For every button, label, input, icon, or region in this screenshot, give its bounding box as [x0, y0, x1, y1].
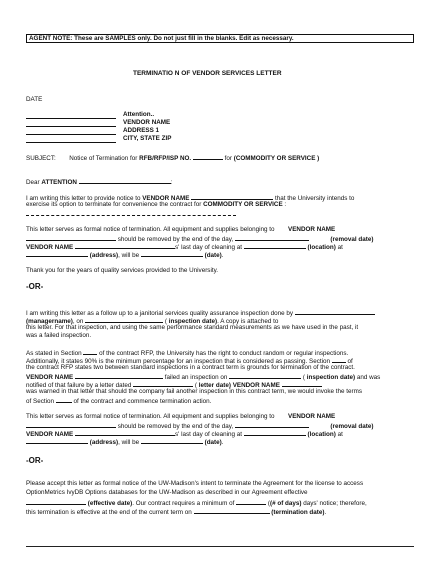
para4-vendor: VENDOR NAME — [26, 374, 74, 381]
para4-line5: notified of that failure by a letter dated ( letter date) VENDOR NAME — [26, 380, 322, 390]
para4-line6: was warned in that letter that should the company fail another inspection in this contract term, we would invoke the terms — [26, 388, 363, 395]
para1-blank-line — [26, 215, 236, 216]
para5-text-2: should be removed by the end of the day, — [117, 423, 234, 430]
para4-blank-2 — [332, 356, 346, 363]
para6-blank-3 — [194, 507, 270, 514]
para5-vendor-2: VENDOR NAME — [26, 431, 74, 438]
para2-line4: (address), will be (date). — [26, 250, 224, 260]
para2-blank-5 — [26, 250, 88, 257]
para1-text-d: : — [284, 201, 287, 208]
salutation-attention: ATTENTION — [41, 179, 77, 186]
para2-blank-3 — [75, 242, 175, 249]
para5-blank-6 — [141, 437, 203, 444]
para1-text-a: I am writing this letter to provide notice to — [26, 195, 141, 202]
subject-text: Notice of Termination for — [69, 155, 138, 162]
para6-blank-1 — [26, 498, 86, 505]
para4-blank-3 — [75, 372, 163, 379]
para4-vendor-2: VENDOR NAME — [232, 382, 280, 389]
salutation — [26, 177, 172, 187]
para3-on: , on — [72, 318, 84, 325]
para1-vendor: VENDOR NAME — [142, 195, 190, 202]
salutation-colon: : — [170, 179, 173, 186]
para6-text-4: this termination is effective at the end of the current term on — [26, 509, 192, 516]
para4-text-1b: of the contract RFP, the University has the right to conduct random or regular inspections. — [99, 350, 349, 357]
para4-blank-4 — [229, 372, 301, 379]
para4-inspection-date: inspection date) — [306, 374, 356, 381]
subject-line — [26, 153, 319, 163]
para4-text-2: Additionally, it states 90% is the minimum percentage for an inspection that is considered as passing. Section — [26, 358, 331, 365]
para2-text-2: should be removed by the end of the day, — [117, 236, 234, 243]
para4-line7 — [26, 396, 211, 406]
para4-blank-6 — [282, 380, 322, 387]
address-line-2 — [26, 126, 116, 127]
address-line: ADDRESS 1 — [123, 127, 160, 134]
para5-blank-2 — [235, 421, 309, 428]
salutation-dear: Dear — [26, 179, 40, 186]
para5-text-4: , will be — [118, 439, 140, 446]
bottom-rule — [26, 546, 414, 547]
para4-text-4: failed an inspection on — [164, 374, 228, 381]
subject-ref-blank — [193, 153, 223, 160]
para3-text-2: . A copy is attached to — [217, 318, 279, 325]
para4-text-2b: of — [347, 358, 353, 365]
para2-removal-date: (removal date) — [330, 236, 374, 243]
para2-vendor-2: VENDOR NAME — [26, 244, 74, 251]
thanks-text: Thank you for the years of quality services provided to the University. — [26, 267, 219, 274]
para2-blank-2 — [235, 234, 309, 241]
para1-text-c: exercise its option to terminate for convenience the contract for — [26, 201, 202, 208]
letter-title: TERMINATIO N OF VENDOR SERVICES LETTER — [133, 70, 282, 77]
para1-commodity: COMMODITY OR SERVICE — [203, 201, 283, 208]
para6-effective-date: (effective date) — [87, 500, 133, 507]
para3-inspection-date: inspection date) — [168, 318, 218, 325]
para5-blank-5 — [26, 437, 88, 444]
para2-text-4: , will be — [118, 252, 140, 259]
agent-note-box — [26, 34, 414, 43]
para6-text-3: . Our contract requires a minimum of — [132, 500, 235, 507]
para1-text-b: that the University intends to — [274, 195, 355, 202]
para4-text-4b: and was — [356, 374, 381, 381]
para5-text-1: This letter serves as formal notice of termination. All equipment and supplies belonging to — [26, 413, 275, 420]
or-divider-1: -OR- — [26, 282, 44, 291]
para6-line2: OptionMetrics IvyDB Options databases for the UW-Madison as described in our Agreement effective — [26, 489, 308, 496]
para4-blank-5 — [133, 380, 193, 387]
subject-ref: RFB/RFP/ISP NO. — [139, 155, 192, 162]
para2-blank-6 — [141, 250, 203, 257]
para6-line4: this termination is effective at the end of the current term on (termination date). — [26, 509, 327, 516]
para5-location: (location) — [307, 431, 336, 438]
para4-letter-date: letter date) — [198, 382, 231, 389]
address-city: CITY, STATE ZIP — [123, 135, 172, 142]
para2-at: at — [337, 244, 343, 251]
agent-note: AGENT NOTE: These are SAMPLES only. Do not just fill in the blanks. Edit as necessary. — [29, 35, 294, 42]
subject-commodity: (COMMODITY OR SERVICE ) — [233, 155, 320, 162]
para4-text-7b: of the contract and commence termination action. — [73, 398, 212, 405]
para4-line4: VENDOR NAME failed an inspection on ( inspection date) and was — [26, 374, 381, 381]
para6-line3: (effective date). Our contract requires a minimum of ((# of days) days' notice; therefore, — [26, 498, 367, 508]
para5-address: (address) — [89, 439, 119, 446]
para1-line2 — [26, 201, 286, 209]
para3-line4: was a failed inspection. — [26, 332, 92, 339]
para5-text-3: s' last day of cleaning at — [174, 431, 242, 438]
para2-blank-1 — [26, 234, 116, 241]
para5-date: (date) — [204, 439, 222, 446]
para3-line3: this letter. For that inspection, and using the same performance standard measurements as we have used in the past, it — [26, 324, 359, 331]
para4-text-1: As stated in Section — [26, 350, 82, 357]
address-vendor-name: VENDOR NAME — [123, 119, 171, 126]
para2-vendor-1: VENDOR NAME — [288, 226, 336, 233]
or-divider-2: -OR- — [26, 456, 44, 465]
para1-vendor-blank — [191, 193, 273, 200]
para3-manager: (managername) — [26, 318, 73, 325]
para6-days: (# of days) — [270, 500, 302, 507]
address-line-1 — [26, 118, 116, 119]
address-line-3 — [26, 134, 116, 135]
para5-line4: (address), will be (date). — [26, 437, 224, 447]
para5-blank-3 — [75, 429, 175, 436]
para2-text-1: This letter serves as formal notice of termination. All equipment and supplies belonging to — [26, 226, 275, 233]
para3-blank-1 — [295, 308, 375, 315]
para3-text-1: I am writing this letter as a follow up to a janitorial services quality assurance inspection done by — [26, 310, 294, 317]
para5-vendor-1: VENDOR NAME — [288, 413, 336, 420]
para2-address: (address) — [89, 252, 119, 259]
para5-blank-4 — [244, 429, 306, 436]
date-label: DATE — [26, 96, 43, 103]
salutation-blank — [79, 177, 171, 184]
para5-blank-1 — [26, 421, 116, 428]
para6-termination-date: (termination date) — [271, 509, 325, 516]
para4-text-7a: of Section — [26, 398, 55, 405]
para5-removal-date: (removal date) — [330, 423, 374, 430]
subject-for: for — [224, 155, 233, 162]
para2-text-3: s' last day of cleaning at — [174, 244, 242, 251]
para6-line1: Please accept this letter as formal notice of the UW-Madison's intent to terminate the Agreement for the license to access — [26, 480, 364, 487]
address-attention: Attention.. — [123, 111, 155, 118]
para2-date: (date) — [204, 252, 222, 259]
para6-text-3b: days' notice; therefore, — [303, 500, 367, 507]
para5-at: at — [337, 431, 343, 438]
para2-location: (location) — [307, 244, 336, 251]
subject-label: SUBJECT: — [26, 155, 56, 162]
para4-text-5: notified of that failure by a letter dated — [26, 382, 132, 389]
para2-blank-4 — [244, 242, 306, 249]
para4-blank-7 — [56, 396, 72, 403]
para4-blank-1 — [83, 348, 97, 355]
para6-blank-2 — [236, 498, 266, 505]
para4-line3: the contract RFP states two between standard inspections in a contract term is grounds for termination of the contract. — [26, 364, 355, 371]
address-line-4 — [26, 142, 116, 143]
para3-paren: ( — [164, 318, 168, 325]
para3-blank-2 — [85, 316, 163, 323]
